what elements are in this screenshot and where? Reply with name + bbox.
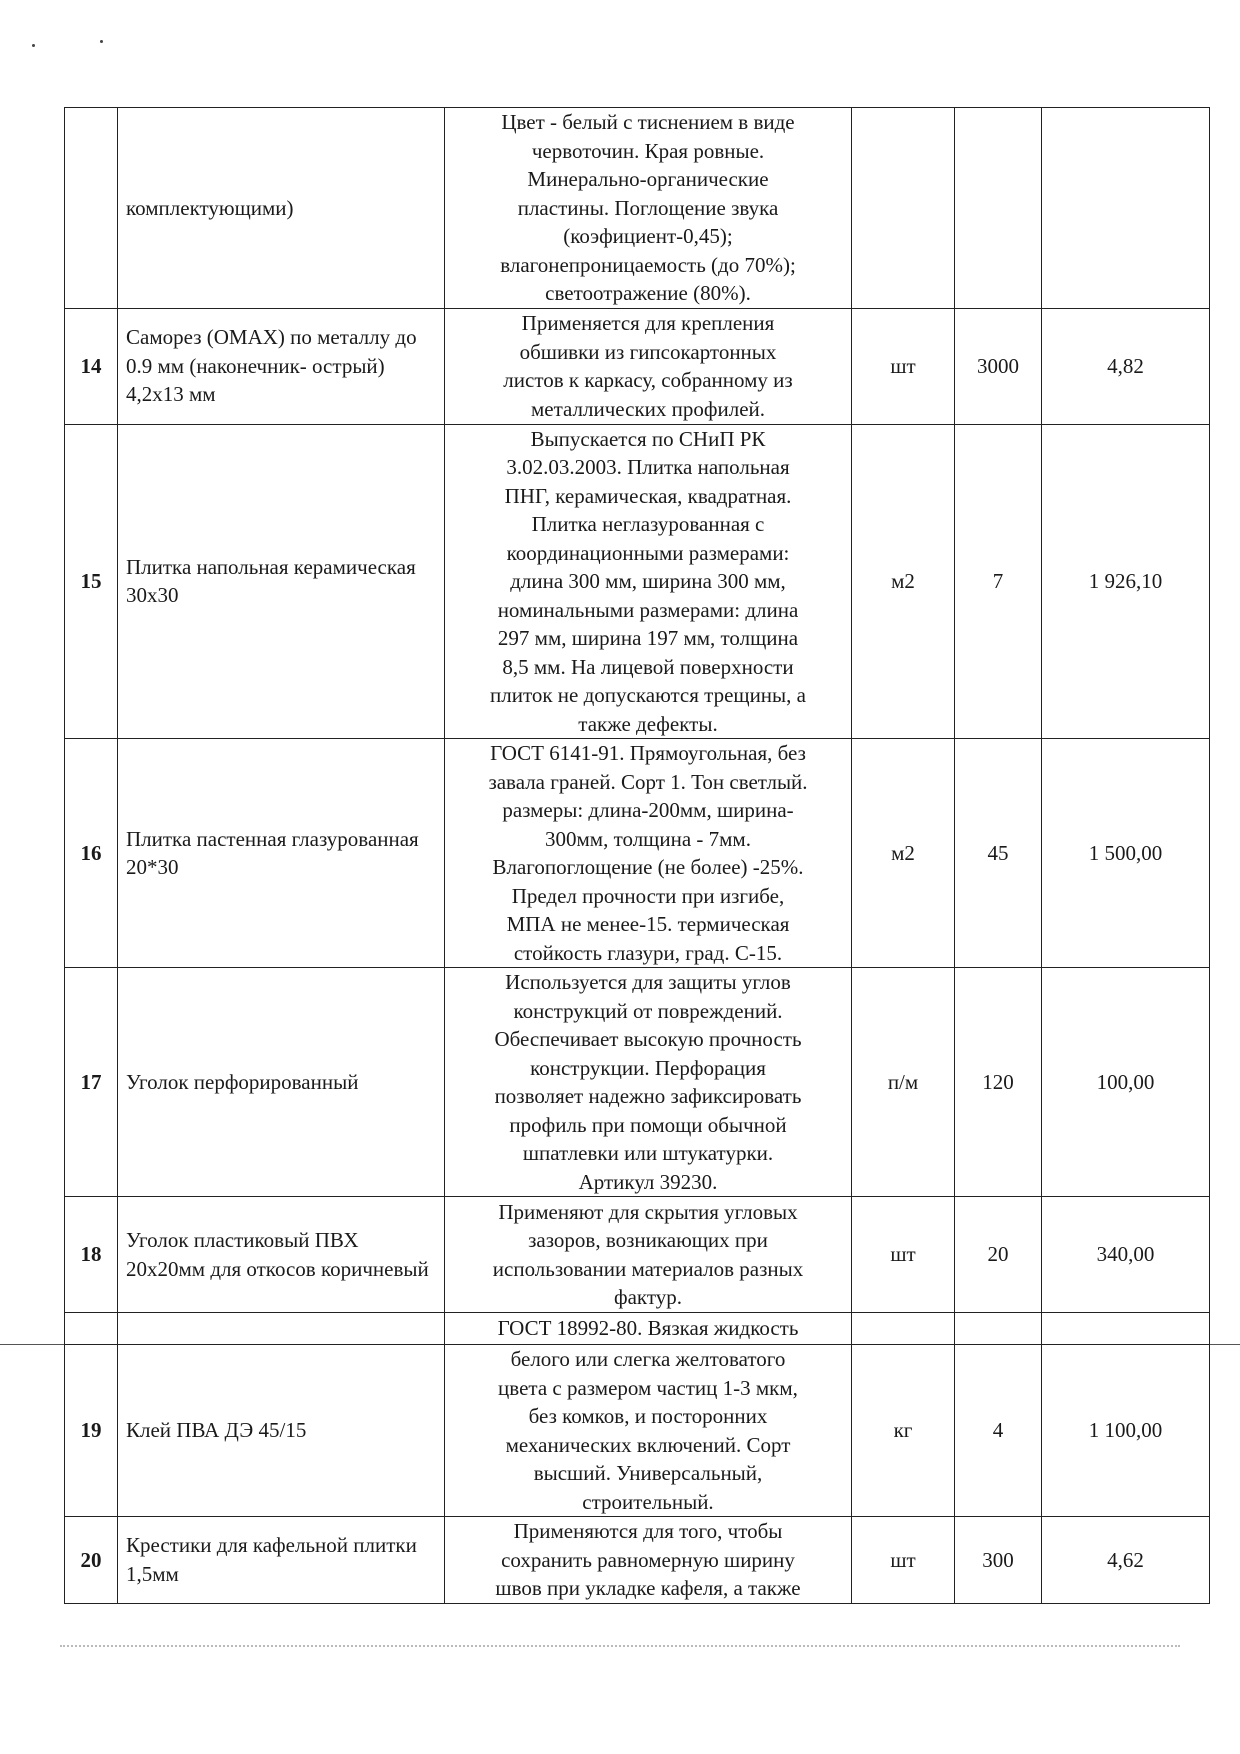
row-number: [65, 108, 118, 309]
row-number: 20: [65, 1517, 118, 1604]
unit-of-measure: кг: [852, 1345, 955, 1517]
description-line: завала граней. Сорт 1. Тон светлый.: [488, 769, 808, 794]
unit-of-measure: м2: [852, 739, 955, 968]
unit-of-measure: [852, 108, 955, 309]
description-line: листов к каркасу, собранному из: [503, 368, 793, 392]
description-line: Влагопоглощение (не более) -25%.: [492, 855, 804, 879]
item-description: [445, 108, 852, 309]
description-line: механических включений. Сорт: [505, 1432, 791, 1457]
unit-price: 1 500,00: [1042, 739, 1210, 968]
description-line: Цвет - белый с тиснением в виде: [501, 110, 795, 134]
description-line: 300мм, толщина - 7мм.: [545, 826, 751, 851]
table-row: [65, 1313, 1210, 1345]
item-name: Крестики для кафельной плитки 1,5мм: [118, 1517, 445, 1604]
item-description: [445, 308, 852, 424]
description-line: координационными размерами:: [506, 540, 790, 565]
item-name: Плитка напольная керамическая 30х30: [118, 424, 445, 739]
row-number: 17: [65, 968, 118, 1197]
description-line: также дефекты.: [578, 711, 718, 736]
table-row: [65, 1345, 1210, 1517]
description-line: червоточин. Края ровные.: [531, 138, 765, 163]
scan-dot: [32, 44, 35, 47]
unit-price: 100,00: [1042, 968, 1210, 1197]
description-line: зазоров, возникающих при: [528, 1228, 768, 1252]
description-line: светоотражение (80%).: [545, 281, 751, 305]
item-name: Уголок пластиковый ПВХ 20х20мм для откосов коричневый: [118, 1197, 445, 1313]
item-description: [445, 1313, 852, 1345]
table-row: [65, 1517, 1210, 1604]
description-line: сохранить равномерную ширину: [501, 1547, 795, 1572]
row-number: [65, 1313, 118, 1345]
description-line: плиток не допускаются трещины, а: [490, 683, 806, 707]
quantity: 3000: [955, 308, 1042, 424]
unit-price: 4,62: [1042, 1517, 1210, 1604]
item-description: [445, 739, 852, 968]
unit-price: 1 926,10: [1042, 424, 1210, 739]
unit-of-measure: шт: [852, 308, 955, 424]
quantity: [955, 108, 1042, 309]
row-number: 18: [65, 1197, 118, 1313]
description-line: белого или слегка желтоватого: [510, 1347, 786, 1371]
unit-of-measure: п/м: [852, 968, 955, 1197]
unit-price: 4,82: [1042, 308, 1210, 424]
table-row: [65, 968, 1210, 1197]
row-number: 19: [65, 1345, 118, 1517]
quantity: 45: [955, 739, 1042, 968]
description-line: влагонепроницаемость (до 70%);: [500, 252, 796, 277]
unit-price: [1042, 108, 1210, 309]
description-line: металлических профилей.: [530, 396, 766, 421]
unit-price: 1 100,00: [1042, 1345, 1210, 1517]
item-name: Уголок перфорированный: [118, 968, 445, 1197]
description-line: ГОСТ 18992-80. Вязкая жидкость: [497, 1316, 799, 1341]
description-line: Артикул 39230.: [578, 1169, 718, 1194]
item-name: Клей ПВА ДЭ 45/15: [118, 1345, 445, 1517]
description-line: пластины. Поглощение звука: [517, 195, 779, 220]
table-row: [65, 108, 1210, 309]
unit-of-measure: м2: [852, 424, 955, 739]
quantity: 20: [955, 1197, 1042, 1313]
quantity: 300: [955, 1517, 1042, 1604]
item-description: [445, 1517, 852, 1604]
description-line: размеры: длина-200мм, ширина-: [502, 798, 794, 822]
description-line: номинальными размерами: длина: [497, 597, 799, 622]
unit-of-measure: шт: [852, 1197, 955, 1313]
row-number: 15: [65, 424, 118, 739]
description-line: длина 300 мм, ширина 300 мм,: [510, 569, 786, 593]
item-name: Саморез (OMAX) по металлу до 0.9 мм (наконечник- острый) 4,2х13 мм: [118, 308, 445, 424]
description-line: 3.02.03.2003. Плитка напольная: [506, 455, 790, 479]
description-line: (коэфициент-0,45);: [563, 224, 733, 248]
item-name: комплектующими): [118, 108, 445, 309]
description-line: стойкость глазури, град. С-15.: [513, 940, 783, 965]
item-name: [118, 1313, 445, 1345]
item-name: Плитка пастенная глазурованная 20*30: [118, 739, 445, 968]
specification-table: [64, 107, 1210, 1604]
description-line: Плитка неглазурованная с: [531, 512, 765, 536]
table-row: [65, 308, 1210, 424]
row-number: 16: [65, 739, 118, 968]
description-line: Применяется для крепления: [521, 311, 775, 335]
row-number: 14: [65, 308, 118, 424]
quantity: 120: [955, 968, 1042, 1197]
scan-dot: [100, 40, 103, 43]
description-line: ГОСТ 6141-91. Прямоугольная, без: [490, 741, 806, 765]
unit-of-measure: шт: [852, 1517, 955, 1604]
description-line: высший. Универсальный,: [533, 1461, 763, 1485]
description-line: фактур.: [613, 1285, 682, 1309]
scan-noise-dotted-line: [60, 1645, 1180, 1649]
description-line: профиль при помощи обычной: [509, 1112, 787, 1137]
description-line: Минерально-органические: [527, 167, 769, 191]
table-row: [65, 1197, 1210, 1313]
item-description: [445, 1197, 852, 1313]
description-line: конструкций от повреждений.: [513, 998, 783, 1023]
table-row: [65, 424, 1210, 739]
description-line: конструкции. Перфорация: [530, 1055, 766, 1080]
description-line: Предел прочности при изгибе,: [511, 883, 785, 908]
description-line: МПА не менее-15. термическая: [506, 912, 790, 936]
description-line: без комков, и посторонних: [528, 1404, 768, 1428]
description-line: швов при укладке кафеля, а также: [495, 1576, 801, 1600]
description-line: 8,5 мм. На лицевой поверхности: [502, 654, 794, 679]
unit-price: [1042, 1313, 1210, 1345]
description-line: строительный.: [582, 1489, 714, 1514]
description-line: Применяются для того, чтобы: [513, 1519, 783, 1543]
description-line: Выпускается по СНиП РК: [530, 426, 766, 451]
unit-of-measure: [852, 1313, 955, 1345]
description-line: Используется для защиты углов: [505, 970, 791, 994]
description-line: ПНГ, керамическая, квадратная.: [504, 483, 792, 508]
quantity: 4: [955, 1345, 1042, 1517]
unit-price: 340,00: [1042, 1197, 1210, 1313]
description-line: шпатлевки или штукатурки.: [522, 1141, 774, 1165]
item-description: [445, 1345, 852, 1517]
quantity: [955, 1313, 1042, 1345]
description-line: использовании материалов разных: [492, 1256, 804, 1281]
description-line: обшивки из гипсокартонных: [519, 339, 777, 364]
description-line: цвета с размером частиц 1-3 мкм,: [498, 1375, 798, 1400]
description-line: 297 мм, ширина 197 мм, толщина: [497, 626, 799, 650]
description-line: Обеспечивает высокую прочность: [494, 1027, 802, 1051]
description-line: позволяет надежно зафиксировать: [494, 1084, 802, 1108]
item-description: [445, 968, 852, 1197]
specification-table-body: [65, 108, 1210, 1604]
description-line: Применяют для скрытия угловых: [498, 1199, 798, 1224]
table-row: [65, 739, 1210, 968]
item-description: [445, 424, 852, 739]
quantity: 7: [955, 424, 1042, 739]
